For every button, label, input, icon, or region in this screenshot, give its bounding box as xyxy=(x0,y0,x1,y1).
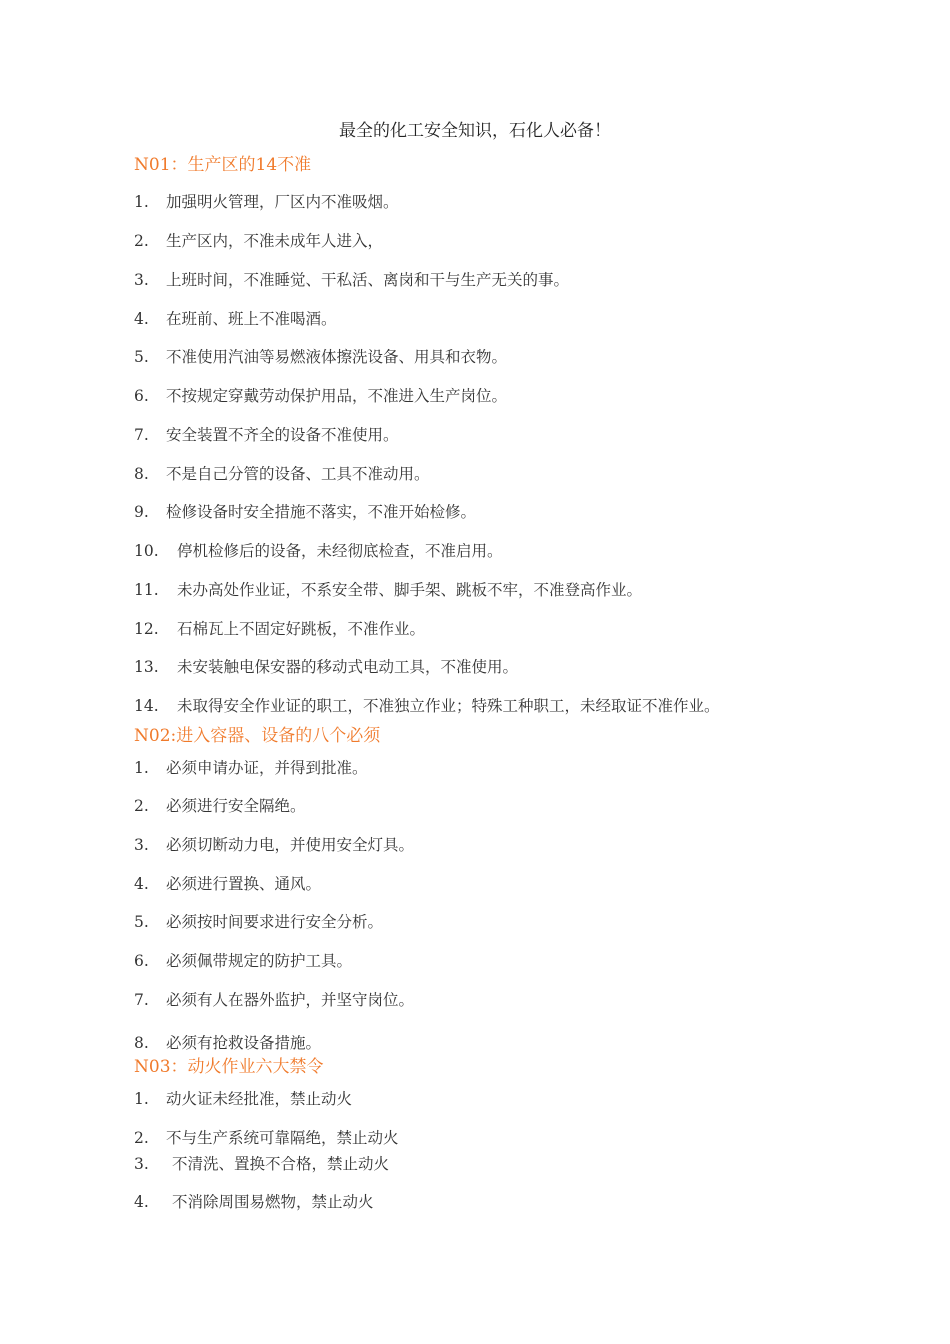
list-item xyxy=(134,190,399,212)
item-number: 1. xyxy=(134,759,149,777)
item-number: 3. xyxy=(134,271,149,289)
list-item xyxy=(134,910,383,932)
item-number: 9. xyxy=(134,503,149,521)
item-number: 4. xyxy=(134,310,149,328)
list-item xyxy=(134,345,507,367)
item-text: 不按规定穿戴劳动保护用品，不准进入生产岗位。 xyxy=(166,387,508,405)
item-text: 在班前、班上不准喝酒。 xyxy=(166,310,337,328)
list-item xyxy=(134,1190,374,1212)
item-text: 必须申请办证，并得到批准。 xyxy=(166,759,368,777)
item-text: 动火证未经批准，禁止动火 xyxy=(166,1090,353,1108)
list-item xyxy=(134,229,383,251)
list-item xyxy=(134,872,321,894)
list-item xyxy=(134,268,569,290)
item-text: 未安装触电保安器的移动式电动工具，不准使用。 xyxy=(177,658,519,676)
item-number: 11. xyxy=(134,581,159,599)
item-number: 12. xyxy=(134,620,159,638)
item-number: 13. xyxy=(134,658,159,676)
item-number: 5. xyxy=(134,348,149,366)
section-1-heading: N01：生产区的14不准 xyxy=(134,155,312,175)
item-text: 必须佩带规定的防护工具。 xyxy=(166,952,353,970)
list-item xyxy=(134,307,337,329)
list-item xyxy=(134,655,518,677)
item-number: 3. xyxy=(134,836,149,854)
list-item xyxy=(134,539,503,561)
item-number: 1. xyxy=(134,193,149,211)
document-title: 最全的化工安全知识，石化人必备！ xyxy=(339,121,611,141)
item-text: 不是自己分管的设备、工具不准动用。 xyxy=(166,465,430,483)
list-item xyxy=(134,500,476,522)
item-number: 2. xyxy=(134,797,149,815)
item-text: 上班时间，不准睡觉、干私活、离岗和干与生产无关的事。 xyxy=(166,271,570,289)
item-number: 1. xyxy=(134,1090,149,1108)
item-number: 5. xyxy=(134,913,149,931)
item-text: 不准使用汽油等易燃液体擦洗设备、用具和衣物。 xyxy=(166,348,508,366)
list-item xyxy=(134,1152,389,1174)
list-item xyxy=(134,617,425,639)
item-text: 安全装置不齐全的设备不准使用。 xyxy=(166,426,399,444)
list-item xyxy=(134,423,399,445)
item-text: 未取得安全作业证的职工，不准独立作业；特殊工种职工，未经取证不准作业。 xyxy=(177,697,720,715)
item-text: 必须有抢救设备措施。 xyxy=(166,1034,322,1052)
item-number: 4. xyxy=(134,1193,149,1211)
list-item xyxy=(134,988,414,1010)
item-text: 生产区内，不准未成年人进入， xyxy=(166,232,384,250)
section-2-heading: N02:进入容器、设备的八个必须 xyxy=(134,726,381,746)
item-number: 8. xyxy=(134,465,149,483)
list-item xyxy=(134,578,642,600)
list-item xyxy=(134,833,414,855)
item-number: 3. xyxy=(134,1155,149,1173)
item-number: 6. xyxy=(134,952,149,970)
section-3-heading: N03：动火作业六大禁令 xyxy=(134,1057,324,1077)
list-item xyxy=(134,1031,321,1053)
list-item xyxy=(134,384,507,406)
item-text: 不与生产系统可靠隔绝，禁止动火 xyxy=(166,1129,399,1147)
item-number: 7. xyxy=(134,991,149,1009)
item-text: 不消除周围易燃物，禁止动火 xyxy=(172,1193,374,1211)
list-item xyxy=(134,756,368,778)
item-text: 石棉瓦上不固定好跳板，不准作业。 xyxy=(177,620,426,638)
item-text: 加强明火管理，厂区内不准吸烟。 xyxy=(166,193,399,211)
item-text: 未办高处作业证，不系安全带、脚手架、跳板不牢，不准登高作业。 xyxy=(177,581,643,599)
item-text: 检修设备时安全措施不落实，不准开始检修。 xyxy=(166,503,477,521)
item-text: 停机检修后的设备，未经彻底检查，不准启用。 xyxy=(177,542,503,560)
item-text: 必须有人在器外监护，并坚守岗位。 xyxy=(166,991,415,1009)
list-item xyxy=(134,694,720,716)
item-number: 4. xyxy=(134,875,149,893)
list-item xyxy=(134,462,430,484)
list-item xyxy=(134,794,306,816)
item-number: 8. xyxy=(134,1034,149,1052)
list-item xyxy=(134,1126,399,1148)
item-number: 2. xyxy=(134,1129,149,1147)
item-number: 7. xyxy=(134,426,149,444)
item-number: 6. xyxy=(134,387,149,405)
item-number: 14. xyxy=(134,697,159,715)
item-text: 必须进行置换、通风。 xyxy=(166,875,322,893)
item-text: 不清洗、置换不合格，禁止动火 xyxy=(172,1155,390,1173)
item-number: 10. xyxy=(134,542,159,560)
list-item xyxy=(134,949,352,971)
item-number: 2. xyxy=(134,232,149,250)
item-text: 必须切断动力电，并使用安全灯具。 xyxy=(166,836,415,854)
item-text: 必须按时间要求进行安全分析。 xyxy=(166,913,384,931)
list-item xyxy=(134,1087,352,1109)
item-text: 必须进行安全隔绝。 xyxy=(166,797,306,815)
